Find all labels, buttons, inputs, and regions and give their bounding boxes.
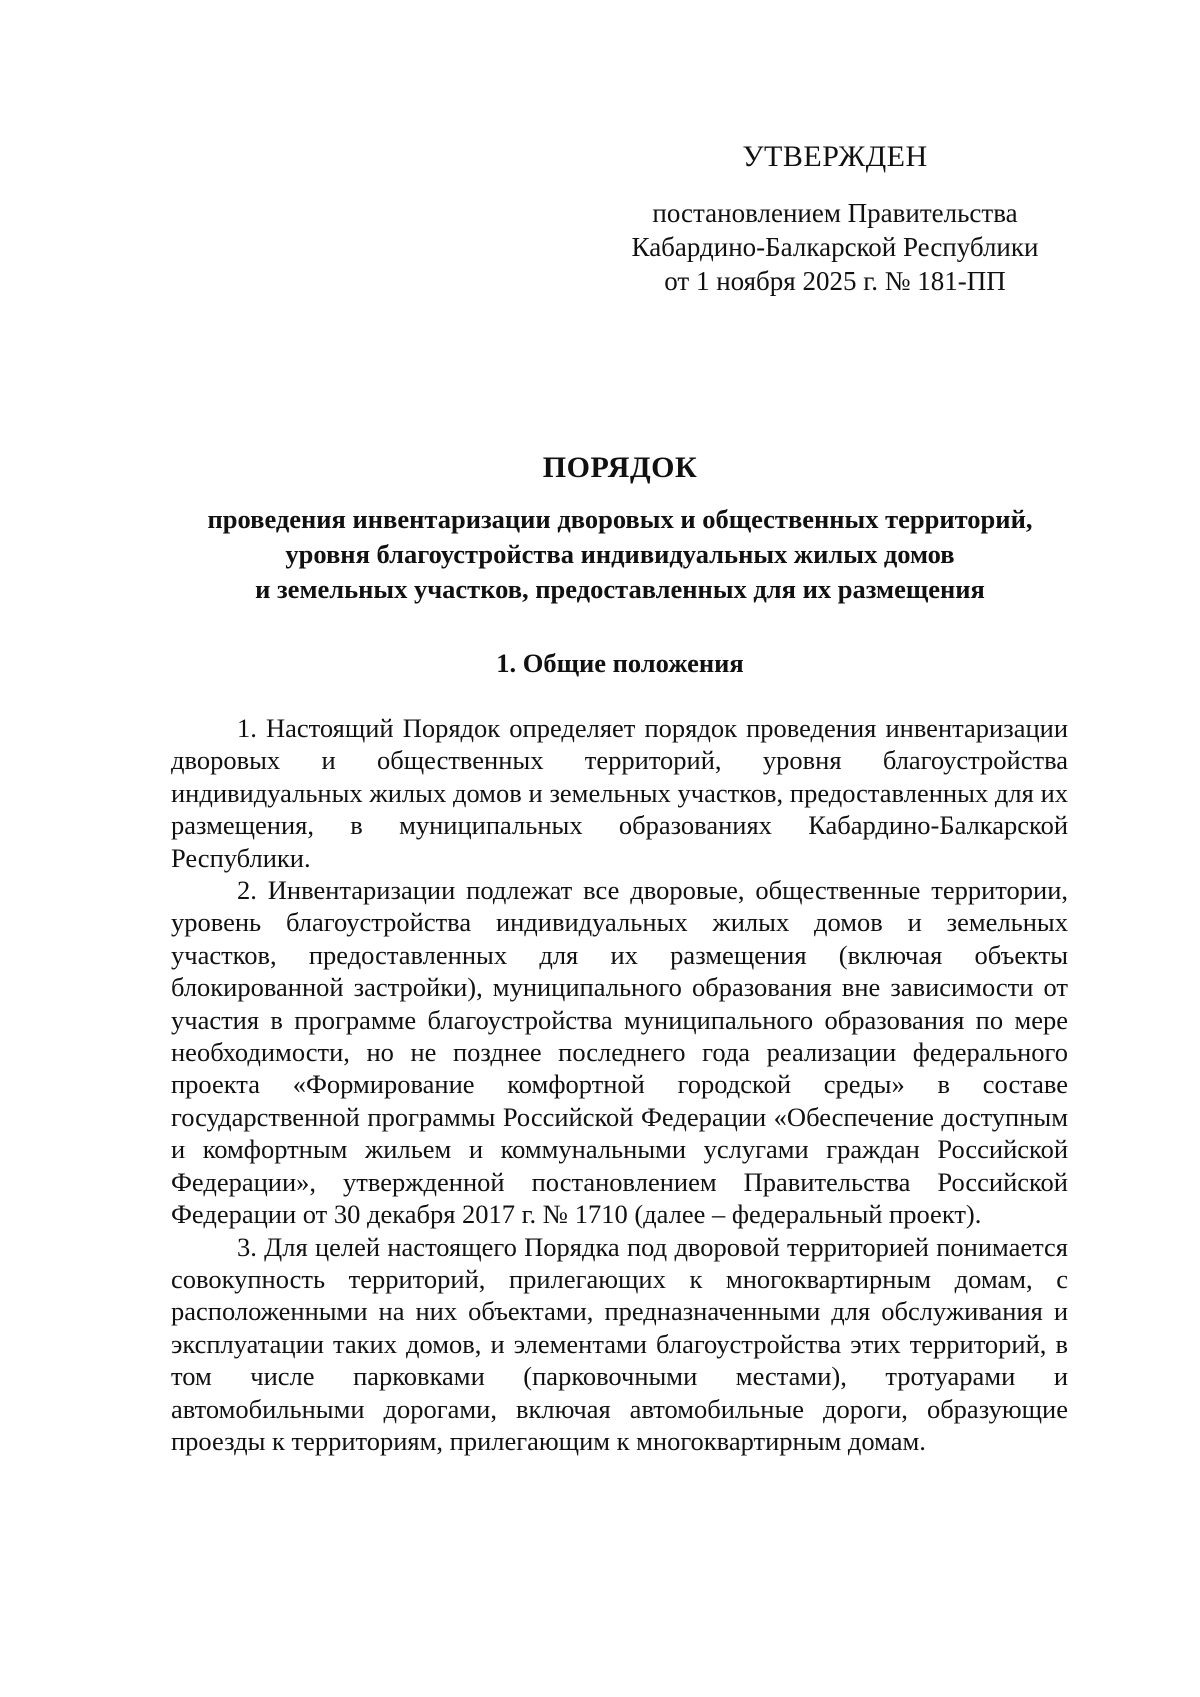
approval-status: УТВЕРЖДЕН bbox=[742, 140, 928, 173]
approval-line: постановлением Правительства bbox=[652, 198, 1018, 228]
subtitle-line: проведения инвентаризации дворовых и общественных территорий, bbox=[207, 504, 1033, 534]
subtitle-line: и земельных участков, предоставленных для их размещения bbox=[255, 574, 985, 604]
paragraph-1: 1. Настоящий Порядок определяет порядок проведения инвентаризации дворовых и общественных территорий, уровня благоустройства индивидуальных жилых домов и земельных участков, предоставленных для их размещения, в муниципальных образованиях Кабардино-Балкарской Республики. bbox=[171, 713, 1068, 873]
document-subtitle bbox=[170, 502, 1070, 607]
approval-line: от 1 ноября 2025 г. № 181-ПП bbox=[664, 266, 1006, 296]
paragraph-2: 2. Инвентаризации подлежат все дворовые, общественные территории, уровень благоустройства индивидуальных жилых домов и земельных участков, предоставленных для их размещения (включая объекты блокированной застройки), муниципального образования вне зависимости от участия в программе благоустройства муниципального образования по мере необходимости, но не позднее последнего года реализации федерального проекта «Формирование комфортной городской среды» в составе государственной программы Российской Федерации «Обеспечение доступным и комфортным жильем и коммунальными услугами граждан Российской Федерации», утвержденной постановлением Правительства Российской Федерации от 30 декабря 2017 г. № 1710 (далее – федеральный проект). bbox=[171, 875, 1068, 1230]
body-text bbox=[171, 712, 1068, 1457]
document-title: ПОРЯДОК bbox=[542, 451, 698, 484]
subtitle-line: уровня благоустройства индивидуальных жилых домов bbox=[285, 539, 955, 569]
approval-block bbox=[600, 140, 1070, 298]
paragraph-3: 3. Для целей настоящего Порядка под дворовой территорией понимается совокупность территорий, прилегающих к многоквартирным домам, с расположенными на них объектами, предназначенными для обслуживания и эксплуатации таких домов, и элементами благоустройства этих территорий, в том числе парковками (парковочными местами), тротуарами и автомобильными дорогами, включая автомобильные дороги, образующие проезды к территориям, прилегающим к многоквартирным домам. bbox=[171, 1231, 1068, 1456]
section-heading: 1. Общие положения bbox=[496, 648, 744, 678]
approval-line: Кабардино-Балкарской Республики bbox=[631, 232, 1039, 262]
